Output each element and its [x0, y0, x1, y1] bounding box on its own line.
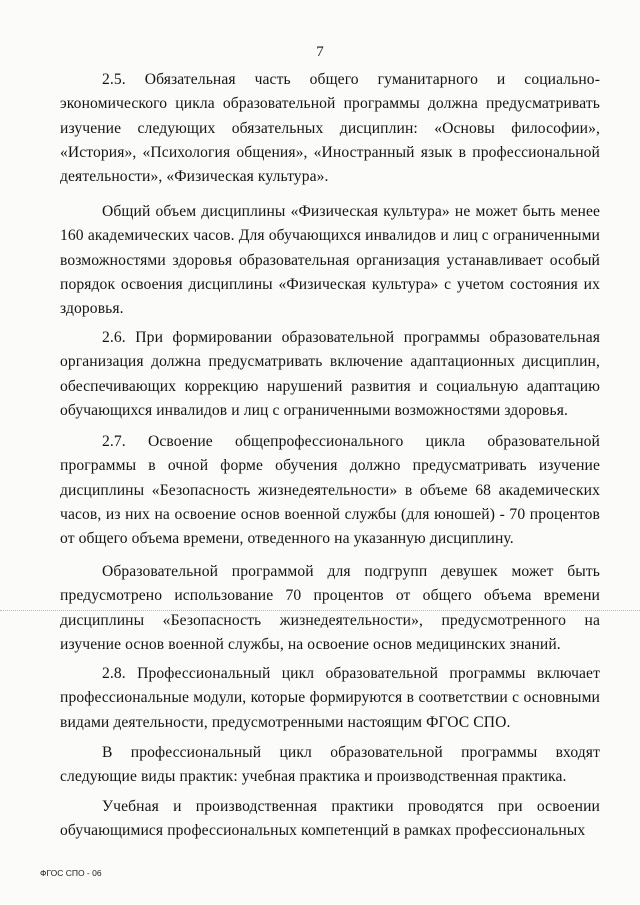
paragraph-2-5: 2.5. Обязательная часть общего гуманитарного и социально-экономического цикла образовательной программы должна предусматривать изучение следующих обязательных дисциплин: «Основы философии», «История», «Психология общения», «Иностранный язык в профессиональной деятельности», «Физическая культура». — [60, 71, 600, 186]
document-footer: ФГОС СПО - 06 — [40, 868, 102, 878]
paragraph-2-7: 2.7. Освоение общепрофессионального цикла образовательной программы в очной форме обучения должно предусматривать изучение дисциплины «Безопасность жизнедеятельности» в объеме 68 академических часов, из них на освоение основ военной службы (для юношей) - 70 процентов от общего объема времени, отведенного на указанную дисциплину. — [60, 433, 600, 548]
paragraph-practice-types: В профессиональный цикл образовательной программы входят следующие виды практик: учебная практика и производственная практика. — [60, 744, 600, 786]
paragraph-practice-conduct: Учебная и производственная практики проводятся при освоении обучающимися профессиональных компетенций в рамках профессиональных — [60, 798, 600, 840]
paragraph-physical-culture: Общий объем дисциплины «Физическая культура» не может быть менее 160 академических часов. Для обучающихся инвалидов и лиц с ограниченными возможностями здоровья образовательная организация устанавливает особый порядок освоения дисциплины «Физическая культура» с учетом состояния их здоровья. — [60, 203, 600, 318]
paragraph-2-6: 2.6. При формировании образовательной программы образовательная организация должна предусматривать включение адаптационных дисциплин, обеспечивающих коррекцию нарушений развития и социальную адаптацию обучающихся инвалидов и лиц с ограниченными возможностями здоровья. — [60, 329, 600, 419]
paragraph-2-8: 2.8. Профессиональный цикл образовательной программы включает профессиональные модули, которые формируются в соответствии с основными видами деятельности, предусмотренными настоящим ФГОС СПО. — [60, 665, 600, 731]
page-number: 7 — [316, 44, 324, 60]
paragraph-girls-subgroups: Образовательной программой для подгрупп девушек может быть предусмотрено использование 70 процентов от общего объема времени дисциплины «Безопасность жизнедеятельности», предусмотренного на изучение основ военной службы, на освоение основ медицинских знаний. — [60, 563, 600, 653]
